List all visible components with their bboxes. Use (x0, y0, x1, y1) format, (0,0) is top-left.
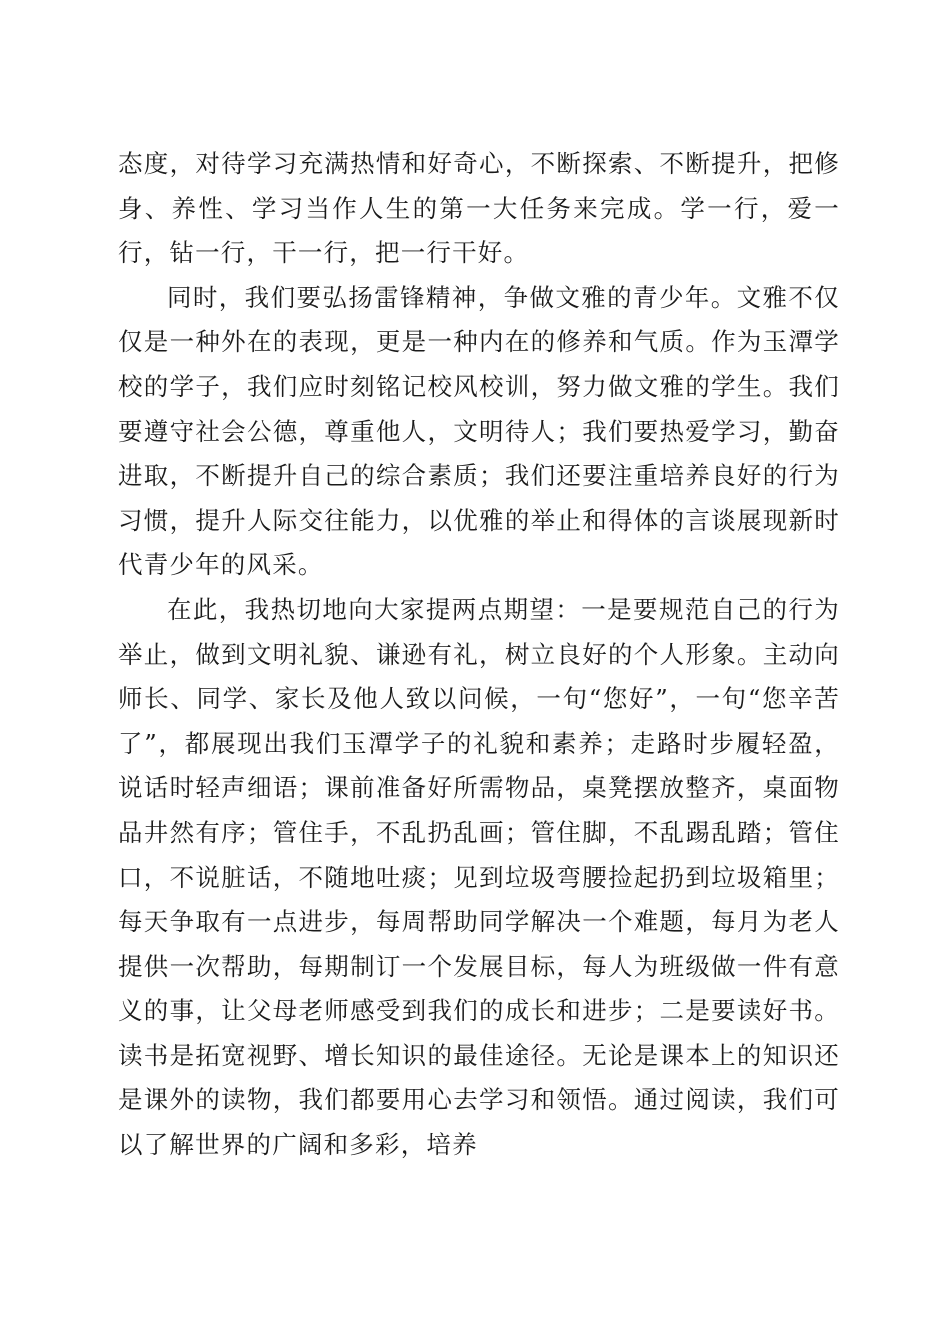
paragraph-lei-feng-spirit: 同时，我们要弘扬雷锋精神，争做文雅的青少年。文雅不仅仅是一种外在的表现，更是一种内在的修养和气质。作为玉潭学校的学子，我们应时刻铭记校风校训，努力做文雅的学生。我们要遵守社会公德，尊重他人，文明待人；我们要热爱学习，勤奋进取，不断提升自己的综合素质；我们还要注重培养良好的行为习惯，提升人际交往能力，以优雅的举止和得体的言谈展现新时代青少年的风采。 (118, 282, 840, 580)
document-body (118, 142, 840, 1168)
paragraph-two-expectations: 在此，我热切地向大家提两点期望：一是要规范自己的行为举止，做到文明礼貌、谦逊有礼，树立良好的个人形象。主动向师长、同学、家长及他人致以问候，一句“您好”，一句“您辛苦了”，都展现出我们玉潭学子的礼貌和素养；走路时步履轻盈，说话时轻声细语；课前准备好所需物品，桌凳摆放整齐，桌面物品井然有序；管住手，不乱扔乱画；管住脚，不乱踢乱踏；管住口，不说脏话，不随地吐痰；见到垃圾弯腰捡起扔到垃圾箱里；每天争取有一点进步，每周帮助同学解决一个难题，每月为老人提供一次帮助，每期制订一个发展目标，每人为班级做一件有意义的事，让父母老师感受到我们的成长和进步；二是要读好书。读书是拓宽视野、增长知识的最佳途径。无论是课本上的知识还是课外的读物，我们都要用心去学习和领悟。通过阅读，我们可以了解世界的广阔和多彩，培养 (118, 594, 840, 1160)
paragraph-continuation: 态度，对待学习充满热情和好奇心，不断探索、不断提升，把修身、养性、学习当作人生的第一大任务来完成。学一行，爱一行，钻一行，干一行，把一行干好。 (118, 149, 840, 268)
